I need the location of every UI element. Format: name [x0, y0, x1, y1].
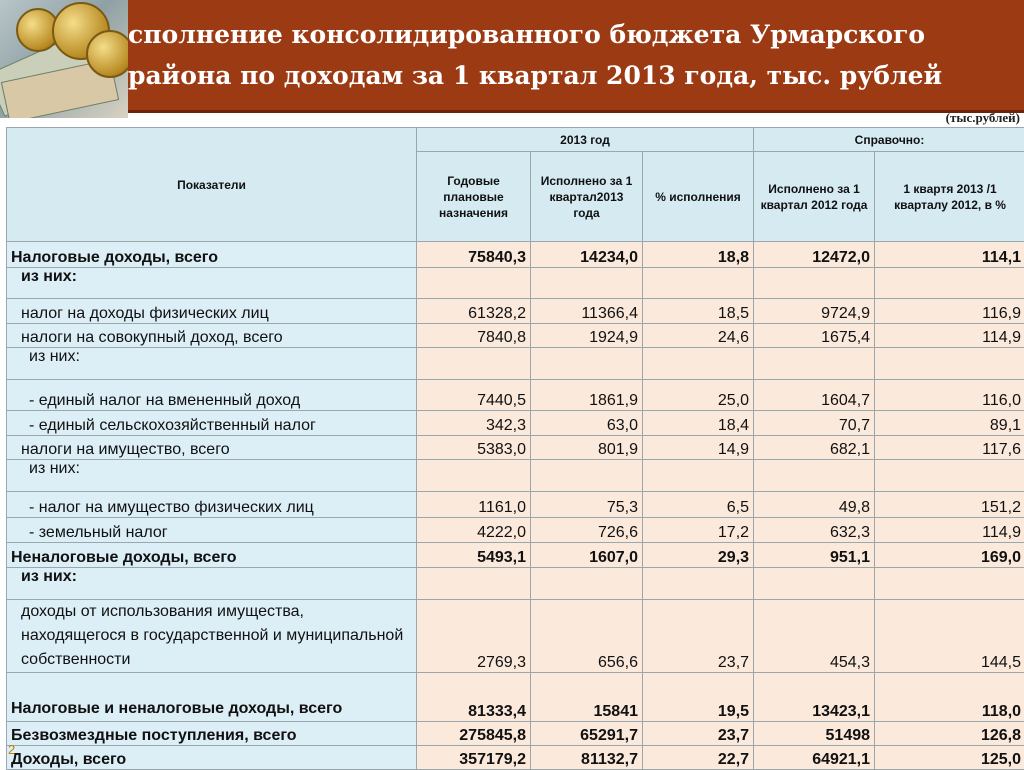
header-executed-q1-2013: Исполнено за 1 квартал2013 года [531, 152, 643, 242]
cell-annual-plan: 7840,8 [417, 324, 531, 348]
cell-annual-plan: 1161,0 [417, 492, 531, 518]
cell-ratio [875, 460, 1024, 492]
row-label: налог на доходы физических лиц [7, 299, 417, 324]
cell-ratio: 118,0 [875, 673, 1024, 722]
cell-ratio: 114,9 [875, 518, 1024, 543]
cell-executed-2012: 1604,7 [754, 380, 875, 411]
cell-pct: 23,7 [643, 600, 754, 673]
row-label: из них: [7, 348, 417, 380]
cell-executed-2012: 64921,1 [754, 746, 875, 770]
cell-executed-2013: 81132,7 [531, 746, 643, 770]
cell-executed-2013: 801,9 [531, 436, 643, 460]
cell-annual-plan [417, 460, 531, 492]
cell-executed-2012: 51498 [754, 722, 875, 746]
header-indicator: Показатели [7, 128, 417, 242]
cell-ratio: 114,9 [875, 324, 1024, 348]
cell-ratio: 151,2 [875, 492, 1024, 518]
cell-annual-plan: 275845,8 [417, 722, 531, 746]
row-label: из них: [7, 268, 417, 299]
cell-executed-2013: 15841 [531, 673, 643, 722]
slide-number: 2 [8, 742, 15, 757]
cell-executed-2013: 1924,9 [531, 324, 643, 348]
cell-executed-2013: 14234,0 [531, 242, 643, 268]
table-row [7, 543, 1024, 568]
cell-executed-2012: 1675,4 [754, 324, 875, 348]
cell-executed-2012 [754, 568, 875, 600]
cell-annual-plan [417, 348, 531, 380]
header-annual-plan: Годовые плановые назначения [417, 152, 531, 242]
cell-annual-plan: 2769,3 [417, 600, 531, 673]
table-row [7, 324, 1024, 348]
cell-annual-plan: 75840,3 [417, 242, 531, 268]
table-row [7, 568, 1024, 600]
units-note: (тыс.рублей) [946, 110, 1020, 126]
cell-executed-2012 [754, 348, 875, 380]
cell-executed-2012: 49,8 [754, 492, 875, 518]
cell-executed-2012: 632,3 [754, 518, 875, 543]
coins-money-image [0, 0, 128, 118]
table-row [7, 673, 1024, 722]
table-row [7, 380, 1024, 411]
cell-executed-2013: 65291,7 [531, 722, 643, 746]
cell-ratio: 125,0 [875, 746, 1024, 770]
table-row [7, 299, 1024, 324]
cell-ratio [875, 268, 1024, 299]
table-row [7, 348, 1024, 380]
table-row [7, 411, 1024, 436]
cell-executed-2013 [531, 268, 643, 299]
row-label: из них: [7, 460, 417, 492]
cell-executed-2012 [754, 460, 875, 492]
cell-executed-2013: 1607,0 [531, 543, 643, 568]
header-pct-execution: % исполнения [643, 152, 754, 242]
cell-pct: 19,5 [643, 673, 754, 722]
cell-annual-plan: 5383,0 [417, 436, 531, 460]
cell-executed-2012: 682,1 [754, 436, 875, 460]
cell-pct: 18,4 [643, 411, 754, 436]
table-row [7, 268, 1024, 299]
header-q1-ratio: 1 квартя 2013 /1 кварталу 2012, в % [875, 152, 1024, 242]
cell-pct: 22,7 [643, 746, 754, 770]
cell-pct: 25,0 [643, 380, 754, 411]
cell-ratio [875, 348, 1024, 380]
cell-pct [643, 568, 754, 600]
cell-ratio: 114,1 [875, 242, 1024, 268]
row-label: Неналоговые доходы, всего [7, 543, 417, 568]
cell-annual-plan [417, 568, 531, 600]
cell-executed-2013: 726,6 [531, 518, 643, 543]
row-label: Доходы, всего [7, 746, 417, 770]
cell-annual-plan: 4222,0 [417, 518, 531, 543]
table-row [7, 746, 1024, 770]
cell-pct: 18,5 [643, 299, 754, 324]
row-label: - земельный налог [7, 518, 417, 543]
cell-executed-2012: 12472,0 [754, 242, 875, 268]
row-label: - единый сельскохозяйственный налог [7, 411, 417, 436]
cell-executed-2012: 70,7 [754, 411, 875, 436]
table-row [7, 722, 1024, 746]
header-banner [0, 0, 1024, 113]
cell-annual-plan: 81333,4 [417, 673, 531, 722]
row-label: Налоговые доходы, всего [7, 242, 417, 268]
cell-pct: 17,2 [643, 518, 754, 543]
cell-executed-2013: 1861,9 [531, 380, 643, 411]
cell-executed-2013: 63,0 [531, 411, 643, 436]
cell-pct [643, 460, 754, 492]
title-line-1: сполнение консолидированного бюджета Урмарского [128, 20, 925, 49]
header-group-2013: 2013 год [417, 128, 754, 152]
cell-pct: 6,5 [643, 492, 754, 518]
cell-ratio: 117,6 [875, 436, 1024, 460]
cell-ratio [875, 568, 1024, 600]
header-group-reference: Справочно: [754, 128, 1024, 152]
cell-pct: 18,8 [643, 242, 754, 268]
cell-executed-2013: 11366,4 [531, 299, 643, 324]
cell-executed-2013: 75,3 [531, 492, 643, 518]
cell-executed-2012: 13423,1 [754, 673, 875, 722]
header-executed-q1-2012: Исполнено за 1 квартал 2012 года [754, 152, 875, 242]
page-title [128, 14, 1018, 96]
row-label: Налоговые и неналоговые доходы, всего [7, 673, 417, 722]
cell-ratio: 116,9 [875, 299, 1024, 324]
cell-annual-plan [417, 268, 531, 299]
cell-ratio: 126,8 [875, 722, 1024, 746]
table-row [7, 518, 1024, 543]
row-label: - единый налог на вмененный доход [7, 380, 417, 411]
row-label: Безвозмездные поступления, всего [7, 722, 417, 746]
table-row [7, 600, 1024, 673]
cell-executed-2012: 454,3 [754, 600, 875, 673]
cell-annual-plan: 7440,5 [417, 380, 531, 411]
cell-executed-2013 [531, 348, 643, 380]
cell-executed-2012 [754, 268, 875, 299]
cell-executed-2013: 656,6 [531, 600, 643, 673]
cell-pct [643, 268, 754, 299]
cell-pct: 23,7 [643, 722, 754, 746]
row-label: доходы от использования имущества, находящегося в государственной и муниципальной собственности [7, 600, 417, 673]
cell-pct [643, 348, 754, 380]
cell-ratio: 144,5 [875, 600, 1024, 673]
cell-executed-2013 [531, 460, 643, 492]
cell-ratio: 116,0 [875, 380, 1024, 411]
cell-annual-plan: 357179,2 [417, 746, 531, 770]
cell-annual-plan: 61328,2 [417, 299, 531, 324]
coin-icon [86, 30, 128, 78]
cell-annual-plan: 5493,1 [417, 543, 531, 568]
cell-executed-2013 [531, 568, 643, 600]
cell-executed-2012: 951,1 [754, 543, 875, 568]
cell-annual-plan: 342,3 [417, 411, 531, 436]
row-label: налоги на совокупный доход, всего [7, 324, 417, 348]
cell-pct: 24,6 [643, 324, 754, 348]
cell-ratio: 169,0 [875, 543, 1024, 568]
table-row [7, 460, 1024, 492]
table-row [7, 436, 1024, 460]
cell-pct: 29,3 [643, 543, 754, 568]
table-row [7, 242, 1024, 268]
cell-pct: 14,9 [643, 436, 754, 460]
cell-executed-2012: 9724,9 [754, 299, 875, 324]
title-line-2: района по доходам за 1 квартал 2013 года, тыс. рублей [128, 61, 942, 90]
table-row [7, 492, 1024, 518]
row-label: из них: [7, 568, 417, 600]
cell-ratio: 89,1 [875, 411, 1024, 436]
budget-revenue-table [6, 127, 1024, 770]
row-label: налоги на имущество, всего [7, 436, 417, 460]
row-label: - налог на имущество физических лиц [7, 492, 417, 518]
